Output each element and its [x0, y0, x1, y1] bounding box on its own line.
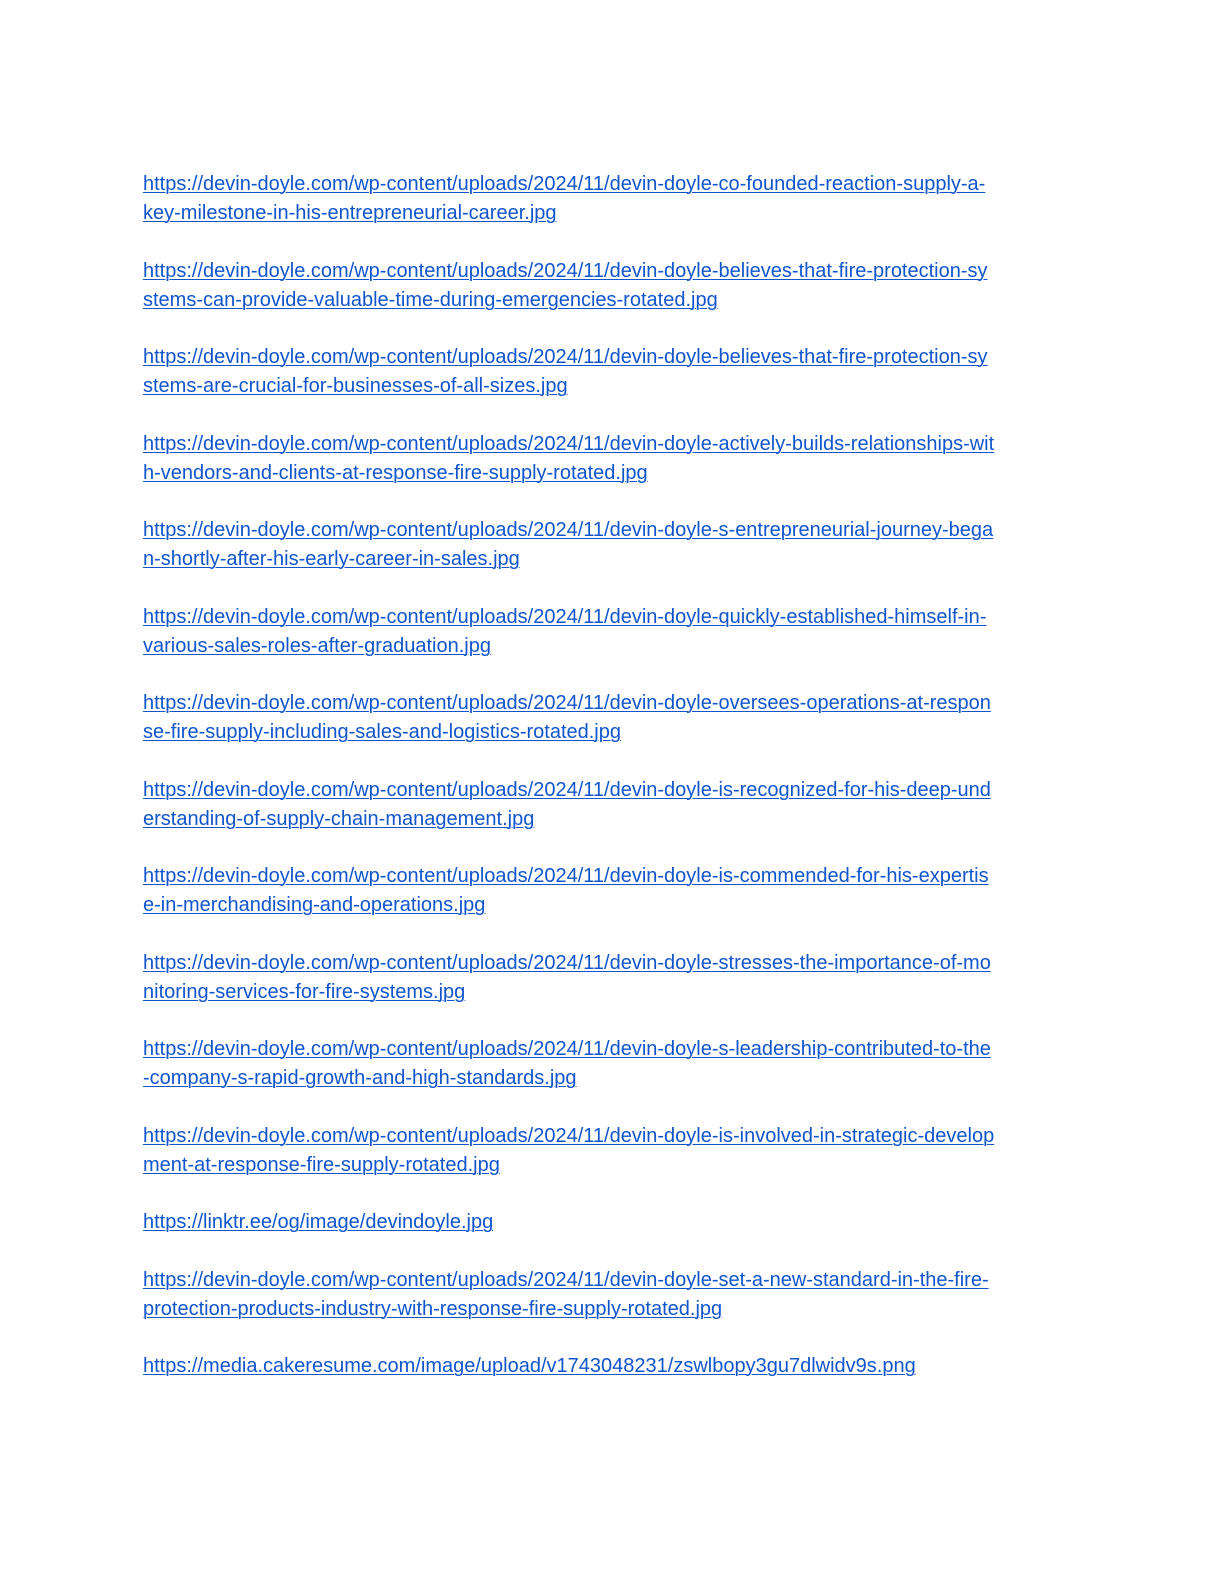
url-link[interactable] [143, 170, 1078, 228]
url-link[interactable] [143, 1035, 1078, 1093]
link-item [143, 776, 1078, 834]
url-link[interactable] [143, 343, 1078, 401]
link-item [143, 1266, 1078, 1324]
url-link-line-2: key-milestone-in-his-entrepreneurial-career.jpg [143, 202, 557, 224]
url-link-line-1: https://devin-doyle.com/wp-content/uploads/2024/11/devin-doyle-believes-that-fire-protection-sy [143, 259, 988, 282]
url-link-line-1: https://devin-doyle.com/wp-content/uploads/2024/11/devin-doyle-actively-builds-relationships-wit [143, 432, 995, 455]
url-link[interactable] [143, 1352, 1078, 1381]
url-link-line-1: https://devin-doyle.com/wp-content/uploads/2024/11/devin-doyle-is-commended-for-his-expertis [143, 865, 989, 887]
link-item [143, 1122, 1078, 1180]
url-link-line-1: https://devin-doyle.com/wp-content/uploads/2024/11/devin-doyle-is-recognized-for-his-deep-und [143, 778, 991, 801]
url-link-line-2: stems-can-provide-valuable-time-during-emergencies-rotated.jpg [143, 288, 718, 311]
url-link-line-2: stems-are-crucial-for-businesses-of-all-sizes.jpg [143, 375, 568, 397]
url-link[interactable] [143, 257, 1078, 315]
url-link[interactable] [143, 1122, 1078, 1180]
link-item [143, 862, 1078, 920]
url-link-line-2: ment-at-response-fire-supply-rotated.jpg [143, 1153, 500, 1176]
url-link-line-1: https://media.cakeresume.com/image/upload/v1743048231/zswlbopy3gu7dlwidv9s.png [143, 1355, 916, 1377]
url-link[interactable] [143, 1208, 1078, 1237]
url-link[interactable] [143, 1266, 1078, 1324]
url-link-line-1: https://devin-doyle.com/wp-content/uploads/2024/11/devin-doyle-s-leadership-contributed-to-the [143, 1038, 991, 1060]
url-link[interactable] [143, 862, 1078, 920]
url-link-line-2: -company-s-rapid-growth-and-high-standards.jpg [143, 1067, 577, 1089]
url-link-line-2: erstanding-of-supply-chain-management.jpg [143, 807, 535, 830]
link-item [143, 1352, 1078, 1381]
url-link[interactable] [143, 776, 1078, 834]
url-link-line-2: protection-products-industry-with-response-fire-supply-rotated.jpg [143, 1297, 723, 1320]
url-link-line-1: https://linktr.ee/og/image/devindoyle.jpg [143, 1211, 494, 1233]
url-link[interactable] [143, 603, 1078, 661]
link-item [143, 516, 1078, 574]
url-link-line-2: e-in-merchandising-and-operations.jpg [143, 894, 486, 916]
link-item [143, 1208, 1078, 1237]
url-link-line-1: https://devin-doyle.com/wp-content/uploads/2024/11/devin-doyle-s-entrepreneurial-journey-bega [143, 519, 994, 541]
url-link-line-2: nitoring-services-for-fire-systems.jpg [143, 980, 466, 1003]
url-link[interactable] [143, 689, 1078, 747]
url-link[interactable] [143, 430, 1078, 488]
url-link-line-1: https://devin-doyle.com/wp-content/uploads/2024/11/devin-doyle-oversees-operations-at-respon [143, 692, 991, 714]
link-item [143, 949, 1078, 1007]
url-link[interactable] [143, 949, 1078, 1007]
url-link-line-1: https://devin-doyle.com/wp-content/uploads/2024/11/devin-doyle-believes-that-fire-protection-sy [143, 346, 988, 368]
link-item [143, 1035, 1078, 1093]
link-item [143, 170, 1078, 228]
link-item [143, 603, 1078, 661]
link-item [143, 257, 1078, 315]
url-link-line-2: n-shortly-after-his-early-career-in-sales.jpg [143, 548, 520, 570]
link-item [143, 689, 1078, 747]
link-item [143, 343, 1078, 401]
url-link-line-1: https://devin-doyle.com/wp-content/uploads/2024/11/devin-doyle-stresses-the-importance-of-mo [143, 951, 991, 974]
url-link-line-1: https://devin-doyle.com/wp-content/uploads/2024/11/devin-doyle-set-a-new-standard-in-the-fire- [143, 1268, 989, 1291]
url-link-line-2: various-sales-roles-after-graduation.jpg [143, 634, 491, 657]
link-list [143, 170, 1078, 1410]
url-link-line-1: https://devin-doyle.com/wp-content/uploads/2024/11/devin-doyle-co-founded-reaction-supply-a- [143, 173, 986, 195]
url-link-line-2: h-vendors-and-clients-at-response-fire-supply-rotated.jpg [143, 461, 648, 484]
url-link-line-1: https://devin-doyle.com/wp-content/uploads/2024/11/devin-doyle-is-involved-in-strategic-develop [143, 1124, 995, 1147]
url-link-line-1: https://devin-doyle.com/wp-content/uploads/2024/11/devin-doyle-quickly-established-himself-in- [143, 605, 987, 628]
url-link[interactable] [143, 516, 1078, 574]
link-item [143, 430, 1078, 488]
url-link-line-2: se-fire-supply-including-sales-and-logistics-rotated.jpg [143, 721, 621, 743]
